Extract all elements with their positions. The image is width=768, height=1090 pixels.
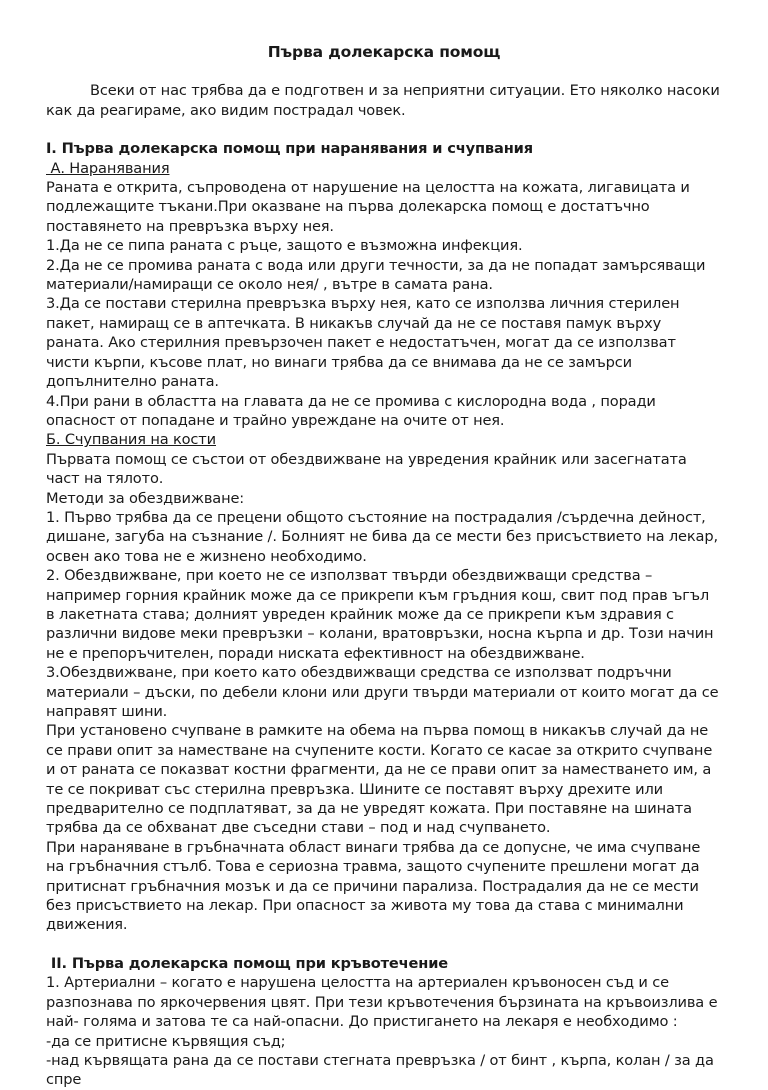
section-1-heading: I. Първа долекарска помощ при наранявания и счупвания bbox=[46, 140, 533, 158]
subsection-a-heading: А. Наранявания bbox=[46, 159, 170, 177]
page-title: Първа долекарска помощ bbox=[267, 43, 501, 61]
subsection-a-paragraph-4: 3.Да се постави стерилна превръзка върху нея, като се използва личния стерилен пакет, намиращ се в аптечката. В никакъв случай да не се поставя памук върху раната. Ако стерилния превързочен пакет е недостатъчен, могат да се използват чисти кърпи, късове плат, но винаги трябва да се внимава да не се замърси допълнително раната. bbox=[46, 295, 680, 391]
subsection-b-paragraph-5: 3.Обездвижване, при което като обездвижващи средства се използват подръчни материали – дъски, по дебели клони или други твърди материали от които могат да се направят шини. bbox=[46, 664, 719, 720]
subsection-b-paragraph-4: 2. Обездвижване, при което не се използват твърди обездвижващи средства – например горния крайник може да се прикрепи към гръдния кош, свит под прав ъгъл в лакетната става; долният увреден крайник може да се прикрепи към здравия с различни видове меки превръзки – колани, вратовръзки, носна кърпа и др. Този начин не е препоръчителен, поради ниската ефективност на обездвижване. bbox=[46, 567, 714, 662]
subsection-b-paragraph-1: Първата помощ се състои от обездвижване на увредения крайник или засегнатата част на тялото. bbox=[46, 450, 687, 488]
subsection-a-paragraph-3: 2.Да не се промива раната с вода или други течности, за да не попадат замърсяващи материали/намиращи се около нея/ , вътре в самата рана. bbox=[46, 256, 706, 294]
section-2-paragraph-1: 1. Артериални – когато е нарушена целостта на артериален кръвоносен съд и се разпознава по яркочервения цвят. При тези кръвотечения бързината на кръвоизлива е най- голяма и затова те са най-опасни. До пристигането на лекаря е необходимо : bbox=[46, 974, 718, 1031]
subsection-b-paragraph-7: При нараняване в гръбначната област винаги трябва да се допусне, че има счупване на гръбначния стълб. Това е сериозна травма, защото счупените прешлени могат да притиснат гръбначния мозък и да се причини парализа. Пострадалия да не се мести без присъствието на лекар. При опасност за живота му това да става с минимални движения. bbox=[46, 838, 701, 934]
intro-paragraph: Всеки от нас трябва да е подготвен и за неприятни ситуации. Ето няколко насоки как да реагираме, ако видим пострадал човек. bbox=[46, 82, 720, 119]
subsection-b-paragraph-2: Методи за обездвижване: bbox=[46, 489, 245, 507]
subsection-b-paragraph-3: 1. Първо трябва да се прецени общото състояние на пострадалия /сърдечна дейност, дишане, загуба на съзнание /. Болният не бива да се мести без присъствието на лекар, освен ако това не е жизнено необходимо. bbox=[46, 508, 718, 565]
subsection-b-heading: Б. Счупвания на кости bbox=[46, 431, 216, 449]
subsection-a-paragraph-2: 1.Да не се пипа раната с ръце, защото е възможна инфекция. bbox=[46, 237, 523, 255]
section-2-paragraph-2: -да се притисне кървящия съд; bbox=[46, 1032, 286, 1050]
section-2-paragraph-3: -над кървящата рана да се постави стегната превръзка / от бинт , кърпа, колан / за да спре bbox=[46, 1051, 714, 1089]
subsection-a-paragraph-5: 4.При рани в областта на главата да не се промива с кислородна вода , поради опасност от попадане и трайно увреждане на очите от нея. bbox=[46, 392, 656, 429]
section-2-heading: II. Първа долекарска помощ при кръвотечение bbox=[46, 954, 449, 972]
subsection-a-paragraph-1: Раната е открита, съпроводена от нарушение на целостта на кожата, лигавицата и подлежащите тъкани.При оказване на първа долекарска помощ е достатъчно поставянето на превръзка върху нея. bbox=[46, 179, 690, 235]
subsection-b-paragraph-6: При установено счупване в рамките на обема на първа помощ в никакъв случай да не се прави опит за наместване на счупените кости. Когато се касае за открито счупване и от раната се показват костни фрагменти, да не се прави опит за наместването им, а те се покриват със стерилна превръзка. Шините се поставят върху дрехите или предварително се подплатяват, за да не увредят кожата. При поставяне на шината трябва да се обхванат две съседни стави – под и над счупването. bbox=[46, 722, 713, 837]
